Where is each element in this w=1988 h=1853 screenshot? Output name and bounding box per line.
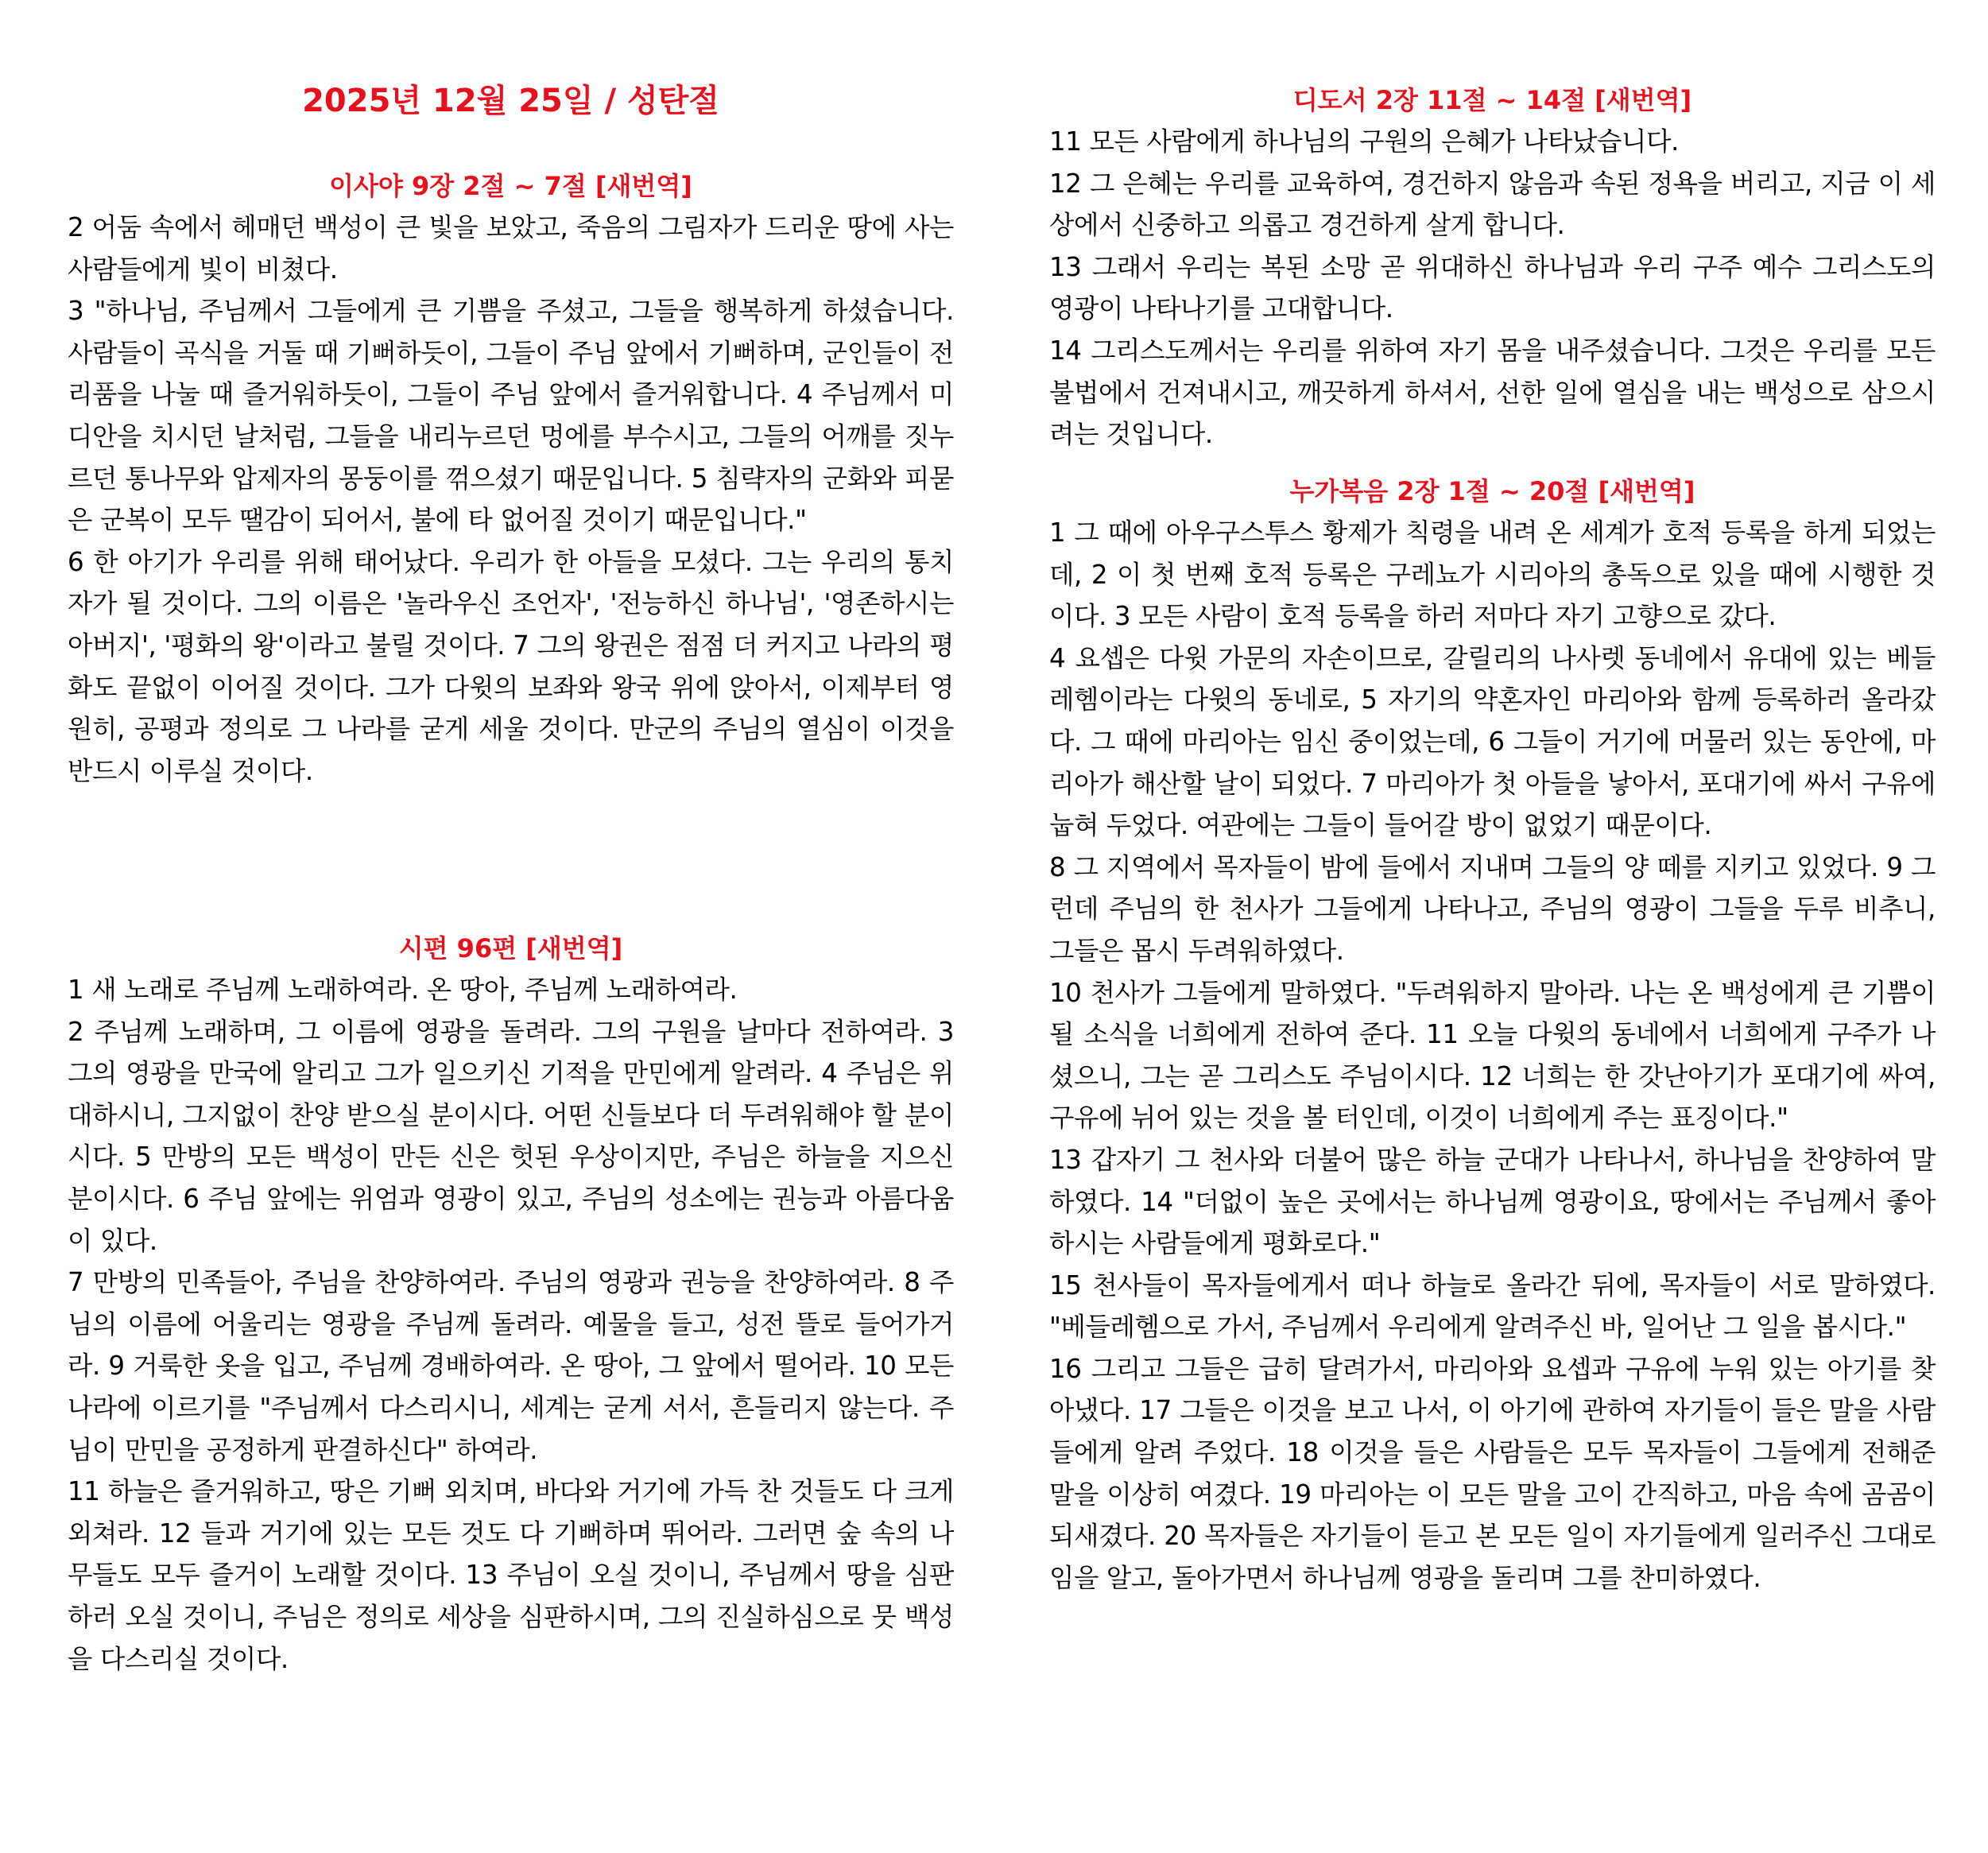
- reading-psalm: [68, 928, 954, 1680]
- reading-luke: [1049, 471, 1936, 1599]
- verse-paragraph: 13 갑자기 그 천사와 더불어 많은 하늘 군대가 나타나서, 하나님을 찬양하여 말하였다. 14 "더없이 높은 곳에서는 하나님께 영광이요, 땅에서는 주님께서 좋아하시는 사람들에게 평화로다.": [1049, 1144, 1936, 1259]
- section-title-luke: 누가복음 2장 1절 ~ 20절 [새번역]: [1289, 476, 1695, 506]
- verse-paragraph: 10 천사가 그들에게 말하였다. "두려워하지 말아라. 나는 온 백성에게 큰 기쁨이 될 소식을 너희에게 전하여 준다. 11 오늘 다윗의 동네에서 너희에게 구주가 나셨으니, 그는 곧 그리스도 주님이시다. 12 너희는 한 갓난아기가 포대기에 싸여, 구유에 뉘어 있는 것을 볼 터인데, 이것이 너희에게 주는 표징이다.": [1049, 977, 1936, 1134]
- page-title: 2025년 12월 25일 / 성탄절: [302, 83, 719, 119]
- verse-paragraph: 1 새 노래로 주님께 노래하여라. 온 땅아, 주님께 노래하여라.: [68, 975, 738, 1005]
- verse-paragraph: 8 그 지역에서 목자들이 밤에 들에서 지내며 그들의 양 떼를 지키고 있었다. 9 그런데 주님의 한 천사가 그들에게 나타나고, 주님의 영광이 그들을 두루 비추니, 그들은 몹시 두려워하였다.: [1049, 851, 1936, 966]
- verse-paragraph: 3 "하나님, 주님께서 그들에게 큰 기쁨을 주셨고, 그들을 행복하게 하셨습니다. 사람들이 곡식을 거둘 때 기뻐하듯이, 그들이 주님 앞에서 기뻐하며, 군인들이 전리품을 나눌 때 즐거워하듯이, 그들이 주님 앞에서 즐거워합니다. 4 주님께서 미디안을 치시던 날처럼, 그들을 내리누르던 멍에를 부수시고, 그들의 어깨를 짓누르던 통나무와 압제자의 몽둥이를 꺾으셨기 때문입니다. 5 침략자의 군화와 피묻은 군복이 모두 땔감이 되어서, 불에 타 없어질 것이기 때문입니다.": [68, 296, 954, 536]
- section-title-titus: 디도서 2장 11절 ~ 14절 [새번역]: [1292, 85, 1692, 115]
- verse-paragraph: 14 그리스도께서는 우리를 위하여 자기 몸을 내주셨습니다. 그것은 우리를 모든 불법에서 건져내시고, 깨끗하게 하셔서, 선한 일에 열심을 내는 백성으로 삼으시려는 것입니다.: [1049, 335, 1936, 450]
- verse-paragraph: 6 한 아기가 우리를 위해 태어났다. 우리가 한 아들을 모셨다. 그는 우리의 통치자가 될 것이다. 그의 이름은 '놀라우신 조언자', '전능하신 하나님', '영존하시는 아버지', '평화의 왕'이라고 불릴 것이다. 7 그의 왕권은 점점 더 커지고 나라의 평화도 끝없이 이어질 것이다. 그가 다윗의 보좌와 왕국 위에 앉아서, 이제부터 영원히, 공평과 정의로 그 나라를 굳게 세울 것이다. 만군의 주님의 열심이 이것을 반드시 이루실 것이다.: [68, 546, 954, 786]
- verse-paragraph: 2 어둠 속에서 헤매던 백성이 큰 빛을 보았고, 죽음의 그림자가 드리운 땅에 사는 사람들에게 빛이 비쳤다.: [68, 212, 954, 285]
- verse-paragraph: 11 하늘은 즐거워하고, 땅은 기뻐 외치며, 바다와 거기에 가득 찬 것들도 다 크게 외쳐라. 12 들과 거기에 있는 모든 것도 다 기뻐하며 뛰어라. 그러면 숲 속의 나무들도 모두 즐거이 노래할 것이다. 13 주님이 오실 것이니, 주님께서 땅을 심판하러 오실 것이니, 주님은 정의로 세상을 심판하시며, 그의 진실하심으로 뭇 백성을 다스리실 것이다.: [68, 1476, 955, 1674]
- verse-paragraph: 13 그래서 우리는 복된 소망 곧 위대하신 하나님과 우리 구주 예수 그리스도의 영광이 나타나기를 고대합니다.: [1049, 251, 1936, 324]
- verse-paragraph: 1 그 때에 아우구스투스 황제가 칙령을 내려 온 세계가 호적 등록을 하게 되었는데, 2 이 첫 번째 호적 등록은 구레뇨가 시리아의 총독으로 있을 때에 시행한 것이다. 3 모든 사람이 호적 등록을 하러 저마다 자기 고향으로 갔다.: [1049, 518, 1936, 632]
- section-title-isaiah: 이사야 9장 2절 ~ 7절 [새번역]: [329, 171, 692, 201]
- verse-paragraph: 2 주님께 노래하며, 그 이름에 영광을 돌려라. 그의 구원을 날마다 전하여라. 3 그의 영광을 만국에 알리고 그가 일으키신 기적을 만민에게 알려라. 4 주님은 위대하시니, 그지없이 찬양 받으실 분이시다. 어떤 신들보다 더 두려워해야 할 분이시다. 5 만방의 모든 백성이 만든 신은 헛된 우상이지만, 주님은 하늘을 지으신 분이시다. 6 주님 앞에는 위엄과 영광이 있고, 주님의 성소에는 권능과 아름다움이 있다.: [68, 1016, 954, 1256]
- verse-paragraph: 12 그 은혜는 우리를 교육하여, 경건하지 않음과 속된 정욕을 버리고, 지금 이 세상에서 신중하고 의롭고 경건하게 살게 합니다.: [1049, 168, 1936, 241]
- reading-titus: [1049, 79, 1936, 455]
- verse-paragraph: 15 천사들이 목자들에게서 떠나 하늘로 올라간 뒤에, 목자들이 서로 말하였다. "베들레헴으로 가서, 주님께서 우리에게 알려주신 바, 일어난 그 일을 봅시다.": [1049, 1270, 1936, 1343]
- section-title-psalm: 시편 96편 [새번역]: [398, 933, 623, 963]
- verse-paragraph: 7 만방의 민족들아, 주님을 찬양하여라. 주님의 영광과 권능을 찬양하여라. 8 주님의 이름에 어울리는 영광을 주님께 돌려라. 예물을 들고, 성전 뜰로 들어가거라. 9 거룩한 옷을 입고, 주님께 경배하여라. 온 땅아, 그 앞에서 떨어라. 10 모든 나라에 이르기를 "주님께서 다스리시니, 세계는 굳게 서서, 흔들리지 않는다. 주님이 만민을 공정하게 판결하신다" 하여라.: [68, 1267, 954, 1465]
- verse-paragraph: 11 모든 사람에게 하나님의 구원의 은혜가 나타났습니다.: [1049, 126, 1679, 157]
- reading-isaiah: [68, 165, 954, 792]
- verse-paragraph: 16 그리고 그들은 급히 달려가서, 마리아와 요셉과 구유에 누워 있는 아기를 찾아냈다. 17 그들은 이것을 보고 나서, 이 아기에 관하여 자기들이 들은 말을 사람들에게 알려 주었다. 18 이것을 들은 사람들은 모두 목자들이 그들에게 전해준 말을 이상히 여겼다. 19 마리아는 이 모든 말을 고이 간직하고, 마음 속에 곰곰이 되새겼다. 20 목자들은 자기들이 듣고 본 모든 일이 자기들에게 일러주신 그대로임을 알고, 돌아가면서 하나님께 영광을 돌리며 그를 찬미하였다.: [1049, 1353, 1936, 1593]
- verse-paragraph: 4 요셉은 다윗 가문의 자손이므로, 갈릴리의 나사렛 동네에서 유대에 있는 베들레헴이라는 다윗의 동네로, 5 자기의 약혼자인 마리아와 함께 등록하러 올라갔다. 그 때에 마리아는 임신 중이었는데, 6 그들이 거기에 머물러 있는 동안에, 마리아가 해산할 날이 되었다. 7 마리아가 첫 아들을 낳아서, 포대기에 싸서 구유에 눕혀 두었다. 여관에는 그들이 들어갈 방이 없었기 때문이다.: [1049, 642, 1936, 841]
